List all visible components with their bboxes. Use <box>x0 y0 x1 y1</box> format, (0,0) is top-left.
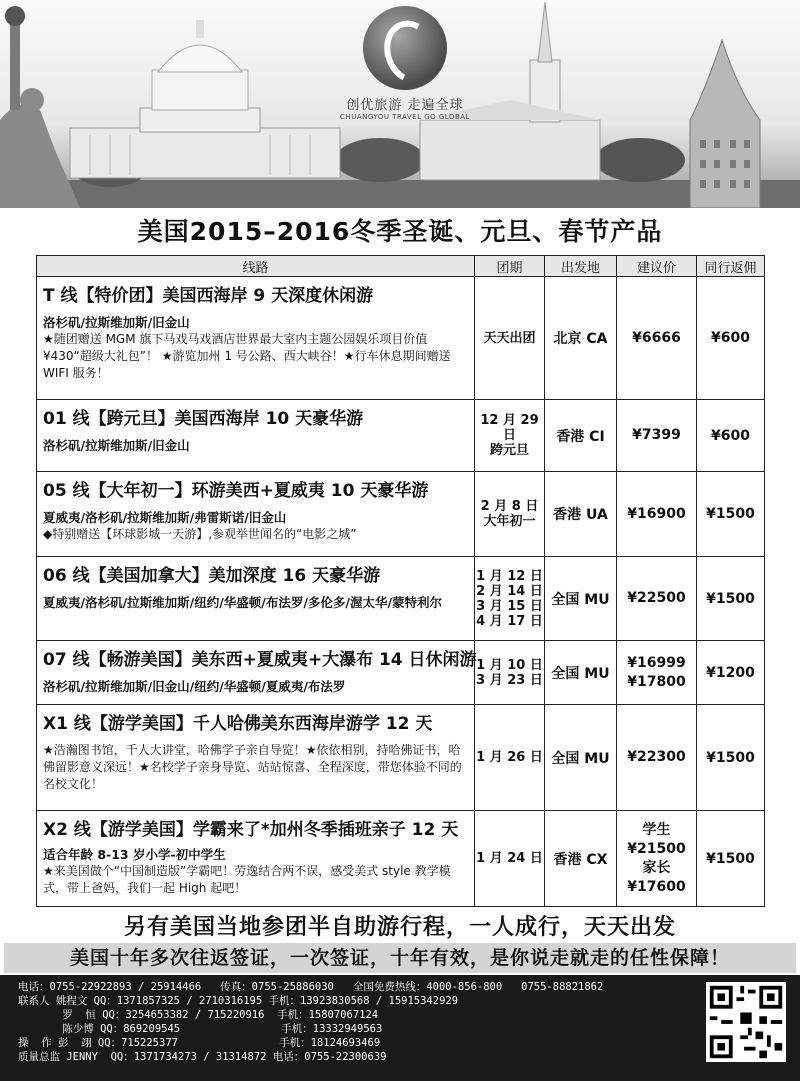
date-cell <box>475 705 545 811</box>
route-cell <box>37 641 475 705</box>
price-line: 学生 <box>642 821 671 838</box>
header-route: 线路 <box>37 256 475 277</box>
price-cell <box>617 705 697 811</box>
route-desc: ★浩瀚图书馆，千人大讲堂，哈佛学子亲自导览！★依依相别，持哈佛证书，哈佛留影意义深远！★名校学子亲身导览、站站惊喜、全程深度，带您体验不同的名校文化！ <box>43 743 462 791</box>
contact-line: 联系人 姚程文 QQ：1371857325 / 2710316195 手机：13923830568 / 15915342929 <box>18 995 459 1007</box>
route-cities: 洛杉矶/拉斯维加斯/旧金山 <box>43 438 190 453</box>
route-desc: ◆特别赠送【环球影城一天游】,参观举世闻名的“电影之城” <box>43 527 357 541</box>
table-row <box>37 400 765 472</box>
statue-of-liberty <box>0 6 80 208</box>
header-departure: 出发地 <box>545 256 617 277</box>
date-line: 12 月 29 日 <box>480 413 539 443</box>
price-line: ¥16999 <box>627 654 686 671</box>
commission-cell: ¥1200 <box>697 641 765 705</box>
route-cell <box>37 705 475 811</box>
price-line: ¥22300 <box>627 749 686 765</box>
contact-line: 质量总监 JENNY QQ：1371734273 / 31314872 电话：0755-22300639 <box>18 1051 387 1063</box>
table-header-row <box>37 256 765 277</box>
date-line: 1 月 12 日 <box>476 568 543 584</box>
contact-line: 罗 恒 QQ：3254653382 / 715220916 手机：15807067124 <box>18 1009 379 1021</box>
price-cell <box>617 811 697 907</box>
slogan-self-guided: 另有美国当地参团半自助游行程，一人成行，天天出发 <box>123 915 676 940</box>
header-date: 团期 <box>475 256 545 277</box>
route-cities: 适合年龄 8-13 岁小学-初中学生 <box>43 847 226 862</box>
price-line: ¥17600 <box>627 878 686 895</box>
departure-cell: 全国 MU <box>545 641 617 705</box>
price-line: ¥6666 <box>632 329 681 346</box>
qr-code-icon <box>706 982 786 1062</box>
page-title: 美国2015–2016冬季圣诞、元旦、春节产品 <box>137 217 663 246</box>
route-cell <box>37 400 475 472</box>
contact-footer <box>0 975 800 1081</box>
brand-logo <box>340 6 470 121</box>
date-cell <box>475 400 545 472</box>
logo-icon <box>363 6 447 90</box>
price-line: 家长 <box>642 859 671 876</box>
date-line: 1 月 26 日 <box>476 750 543 765</box>
commission-cell: ¥1500 <box>697 472 765 557</box>
route-cities: 洛杉矶/拉斯维加斯/旧金山/纽约/华盛顿/夏威夷/布法罗 <box>43 679 346 694</box>
price-line: ¥17800 <box>627 673 686 690</box>
route-cell <box>37 557 475 641</box>
contact-line: 电话：0755-22922893 / 25914466 传真：0755-25886030 全国免费热线：4000-856-800 0755-88821862 <box>18 981 604 993</box>
date-cell <box>475 811 545 907</box>
date-line: 1 月 24 日 <box>476 851 543 866</box>
date-line: 跨元旦 <box>489 443 529 458</box>
departure-cell: 香港 UA <box>545 472 617 557</box>
date-cell <box>475 472 545 557</box>
departure-cell: 北京 CA <box>545 277 617 400</box>
route-desc: ★来美国做个“中国制造版”学霸吧！劳逸结合两不误，感受美式 style 教学模式，带上爸妈，我们一起 High 起吧！ <box>43 864 451 895</box>
departure-cell: 香港 CI <box>545 400 617 472</box>
route-title: 01 线【跨元旦】美国西海岸 10 天豪华游 <box>43 409 364 429</box>
route-cell <box>37 811 475 907</box>
table-row <box>37 705 765 811</box>
route-title: T 线【特价团】美国西海岸 9 天深度休闲游 <box>43 286 374 306</box>
contact-line: 操 作 彭 翊 QQ：715225377 手机：18124693469 <box>18 1037 381 1049</box>
route-desc: ★随团赠送 MGM 旗下马戏马戏酒店世界最大室内主题公园娱乐项目价值¥430“超级大礼包”！ ★游览加州 1 号公路、西大峡谷！★行车休息期间赠送 WIFI 服务！ <box>43 332 451 380</box>
brand-name-en: CHUANGYOU TRAVEL GO GLOBAL <box>340 113 470 121</box>
price-cell <box>617 472 697 557</box>
table-row <box>37 641 765 705</box>
route-title: 07 线【畅游美国】美东西+夏威夷+大瀑布 14 日休闲游 <box>43 650 477 670</box>
price-line: ¥16900 <box>627 505 686 522</box>
route-cell <box>37 472 475 557</box>
table-row <box>37 811 765 907</box>
route-cities: 夏威夷/洛杉矶/拉斯维加斯/弗雷斯诺/旧金山 <box>43 510 287 525</box>
commission-cell: ¥1500 <box>697 557 765 641</box>
date-line: 4 月 17 日 <box>476 613 543 629</box>
header-price: 建议价 <box>617 256 697 277</box>
table-row <box>37 557 765 641</box>
price-line: ¥22500 <box>627 590 686 606</box>
route-cities: 洛杉矶/拉斯维加斯/旧金山 <box>43 315 190 330</box>
departure-cell: 全国 MU <box>545 557 617 641</box>
route-title: X2 线【游学美国】学霸来了*加州冬季插班亲子 12 天 <box>43 820 459 840</box>
date-line: 3 月 23 日 <box>476 672 543 688</box>
commission-cell: ¥600 <box>697 277 765 400</box>
route-title: X1 线【游学美国】千人哈佛美东西海岸游学 12 天 <box>43 714 433 734</box>
route-title: 05 线【大年初一】环游美西+夏威夷 10 天豪华游 <box>43 481 429 501</box>
price-cell <box>617 557 697 641</box>
route-cell <box>37 277 475 400</box>
price-cell <box>617 277 697 400</box>
commission-cell: ¥600 <box>697 400 765 472</box>
table-row <box>37 472 765 557</box>
price-cell <box>617 641 697 705</box>
route-cities: 夏威夷/洛杉矶/拉斯维加斯/纽约/华盛顿/布法罗/多伦多/渥太华/蒙特利尔 <box>43 595 443 610</box>
contact-line: 陈少博 QQ：869209545 手机：13332949563 <box>18 1023 383 1035</box>
date-line: 天天出团 <box>483 330 536 346</box>
date-line: 3 月 15 日 <box>476 598 543 614</box>
skyscraper <box>690 40 760 208</box>
departure-cell: 香港 CX <box>545 811 617 907</box>
commission-cell: ¥1500 <box>697 705 765 811</box>
header-banner <box>0 0 800 208</box>
departure-cell: 全国 MU <box>545 705 617 811</box>
slogan-visa: 美国十年多次往返签证，一次签证，十年有效，是你说走就走的任性保障！ <box>4 943 796 973</box>
price-line: ¥7399 <box>632 427 681 443</box>
header-commission: 同行返佣 <box>697 256 765 277</box>
route-title: 06 线【美国加拿大】美加深度 16 天豪华游 <box>43 566 381 586</box>
table-row <box>37 277 765 400</box>
commission-cell: ¥1500 <box>697 811 765 907</box>
capitol-building <box>70 20 340 178</box>
date-line: 大年初一 <box>483 514 536 529</box>
price-cell <box>617 400 697 472</box>
date-cell <box>475 557 545 641</box>
date-cell <box>475 277 545 400</box>
date-line: 2 月 14 日 <box>476 583 543 599</box>
product-table <box>36 255 765 907</box>
date-line: 2 月 8 日 <box>480 499 539 514</box>
date-line: 1 月 10 日 <box>476 657 543 673</box>
brand-name-cn: 创优旅游 走遍全球 <box>346 98 464 113</box>
price-line: ¥21500 <box>627 840 686 857</box>
date-cell <box>475 641 545 705</box>
